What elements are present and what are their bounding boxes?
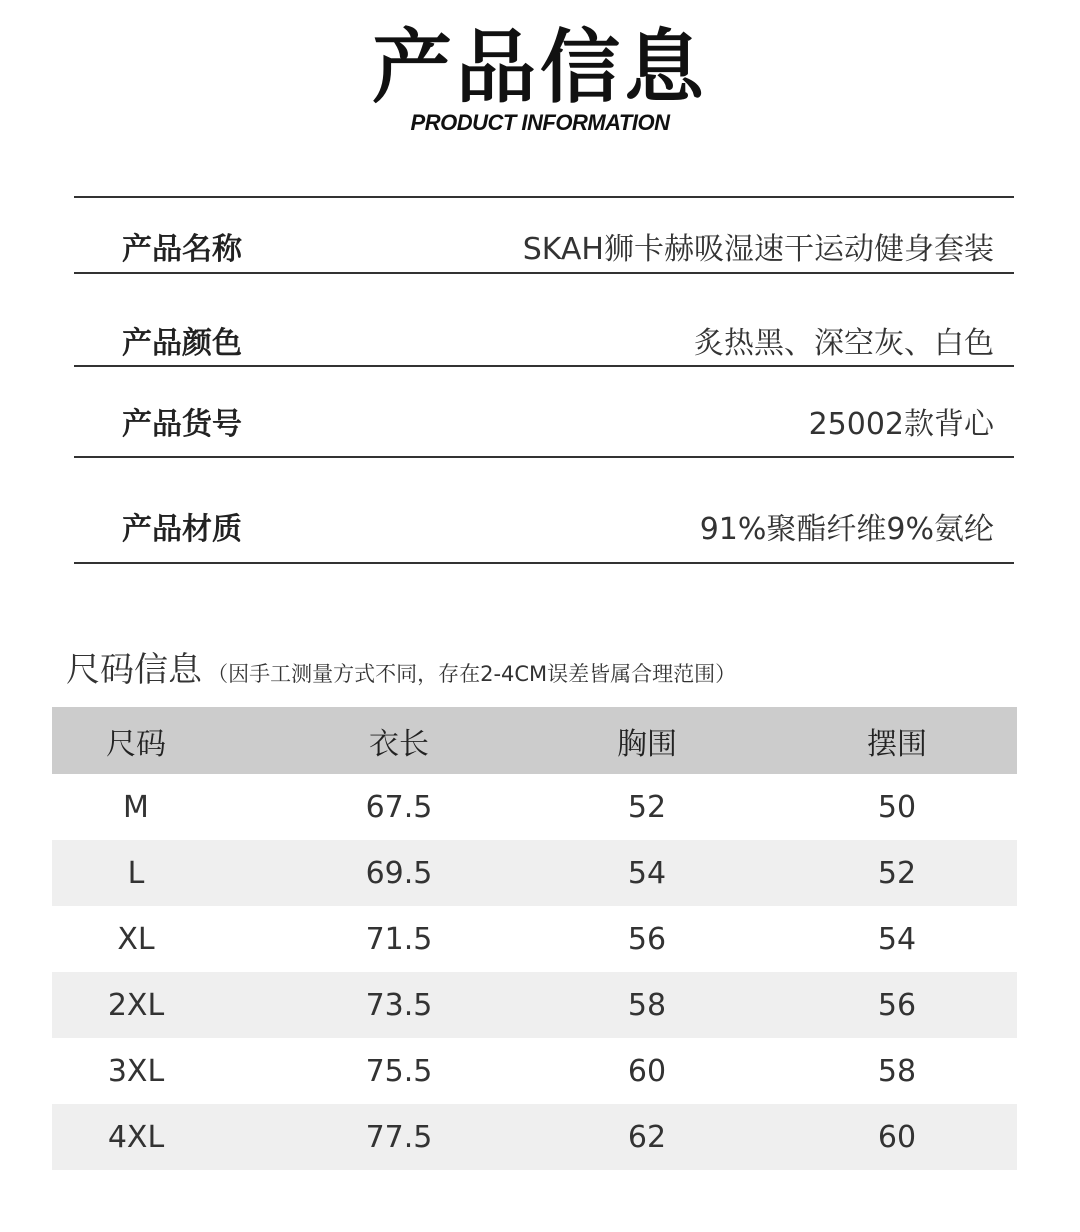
hem-cell: 50	[877, 789, 917, 825]
hem-cell: 52	[877, 855, 917, 891]
info-row-color	[74, 274, 1014, 365]
size-cell: 2XL	[107, 987, 165, 1023]
table-row	[52, 840, 1017, 906]
size-cell: L	[127, 855, 145, 891]
info-label: 产品名称	[122, 232, 242, 267]
divider	[74, 562, 1014, 564]
size-cell: XL	[117, 921, 155, 957]
length-cell: 77.5	[365, 1119, 433, 1155]
length-cell: 71.5	[365, 921, 433, 957]
page-title: 产品信息	[372, 21, 708, 114]
chest-cell: 60	[627, 1053, 667, 1089]
table-row	[52, 1104, 1017, 1170]
size-section-title: 尺码信息	[66, 650, 202, 690]
column-header: 摆围	[867, 726, 927, 762]
length-cell: 67.5	[365, 789, 433, 825]
length-cell: 73.5	[365, 987, 433, 1023]
info-value: 炙热黑、深空灰、白色	[694, 326, 994, 361]
info-label: 产品货号	[122, 407, 242, 442]
table-row	[52, 1038, 1017, 1104]
table-row	[52, 774, 1017, 840]
hem-cell: 56	[877, 987, 917, 1023]
size-section-heading	[66, 642, 736, 691]
table-row	[52, 972, 1017, 1038]
page-subtitle: PRODUCT INFORMATION	[410, 110, 670, 135]
size-table	[52, 707, 1017, 1170]
size-cell: 4XL	[107, 1119, 165, 1155]
chest-cell: 62	[627, 1119, 667, 1155]
size-table-header	[52, 707, 1017, 774]
info-row-material	[74, 458, 1014, 562]
hem-cell: 58	[877, 1053, 917, 1089]
info-value: SKAH狮卡赫吸湿速干运动健身套装	[522, 232, 994, 267]
info-value: 91%聚酯纤维9%氨纶	[699, 512, 994, 547]
chest-cell: 58	[627, 987, 667, 1023]
length-cell: 69.5	[365, 855, 433, 891]
column-header: 尺码	[106, 726, 166, 762]
column-header: 衣长	[369, 726, 429, 762]
size-cell: 3XL	[107, 1053, 165, 1089]
hem-cell: 54	[877, 921, 917, 957]
chest-cell: 56	[627, 921, 667, 957]
size-section-note: （因手工测量方式不同，存在2-4CM误差皆属合理范围）	[207, 662, 737, 686]
product-info-table	[74, 196, 1014, 564]
info-label: 产品颜色	[122, 326, 242, 361]
table-row	[52, 906, 1017, 972]
chest-cell: 52	[627, 789, 667, 825]
info-row-name	[74, 198, 1014, 272]
info-value: 25002款背心	[808, 407, 994, 442]
hem-cell: 60	[877, 1119, 917, 1155]
column-header: 胸围	[617, 726, 677, 762]
size-cell: M	[123, 789, 149, 825]
info-row-sku	[74, 367, 1014, 456]
info-label: 产品材质	[122, 512, 242, 547]
length-cell: 75.5	[365, 1053, 433, 1089]
chest-cell: 54	[627, 855, 667, 891]
